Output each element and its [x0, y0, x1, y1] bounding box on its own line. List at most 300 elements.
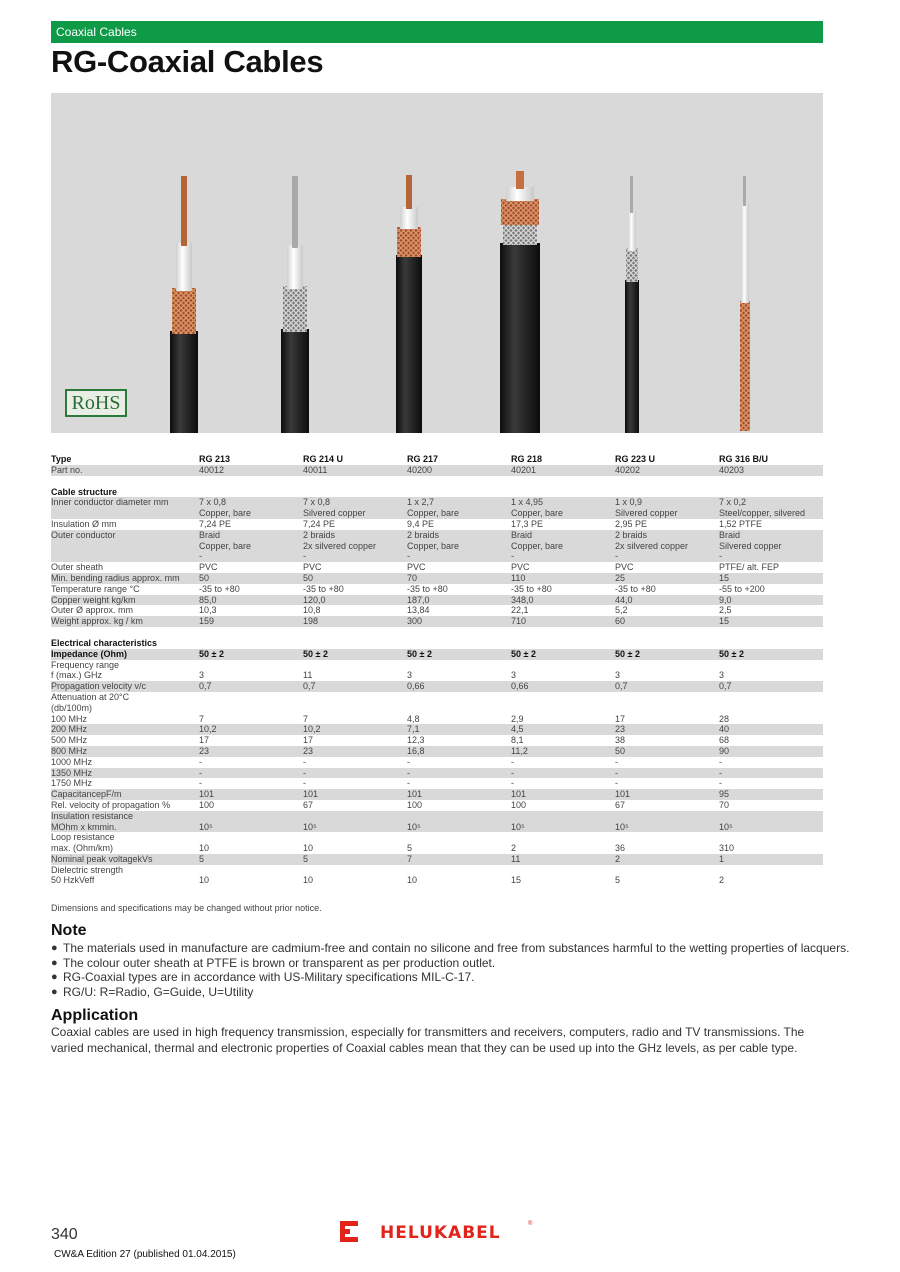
- spec-cell: 67: [303, 799, 314, 810]
- spec-cell: 5,2: [615, 605, 628, 616]
- spec-cell: [719, 703, 823, 714]
- spec-cell: -35 to +80: [511, 583, 552, 594]
- spec-cell: 100: [511, 799, 527, 810]
- page-number: 340: [51, 1226, 78, 1243]
- spec-cell: 710: [511, 616, 615, 627]
- spec-row: [51, 681, 823, 692]
- spec-cell: Silvered copper: [719, 541, 823, 552]
- spec-cell: 12,3: [407, 735, 425, 746]
- spec-cell: 120,0: [303, 595, 407, 606]
- spec-cell: 17,3 PE: [511, 518, 544, 529]
- spec-cell: -: [615, 778, 618, 789]
- spec-cell: [719, 692, 823, 703]
- spec-cell: PVC: [615, 562, 634, 573]
- spec-row-label: Outer conductor: [51, 530, 199, 541]
- spec-cell: Braid: [199, 530, 303, 541]
- spec-cell: [303, 865, 407, 876]
- spec-cell: [511, 692, 615, 703]
- spec-row-label: 1350 MHz: [51, 768, 199, 779]
- spec-row: [51, 735, 823, 746]
- spec-row: [51, 519, 823, 530]
- spec-cell: 50: [303, 573, 407, 584]
- spec-cell: [199, 692, 303, 703]
- spec-cell: PVC: [407, 562, 426, 573]
- spec-cell: 40203: [719, 465, 823, 476]
- spec-row: [51, 670, 823, 681]
- spec-cell: -: [407, 778, 410, 789]
- spec-cell: [303, 703, 407, 714]
- spec-cell: 348,0: [511, 595, 615, 606]
- application-heading: Application: [51, 1007, 139, 1024]
- spec-cell: 100: [407, 799, 423, 810]
- spec-cell: 10: [303, 875, 314, 886]
- spec-cell: PVC: [511, 562, 530, 573]
- spec-row-label: Min. bending radius approx. mm: [51, 573, 199, 584]
- spec-row: [51, 508, 823, 519]
- spec-row: [51, 875, 823, 886]
- spec-row: [51, 757, 823, 768]
- spec-cell: 1 x 4,95: [511, 497, 615, 508]
- spec-cell: [615, 703, 719, 714]
- spec-cell: RG 218: [511, 454, 543, 464]
- spec-cell: 25: [615, 573, 719, 584]
- spec-cell: 5: [407, 843, 413, 854]
- spec-row: [51, 789, 823, 800]
- footnote: Dimensions and specifications may be changed without prior notice.: [51, 903, 322, 913]
- bullet-icon: ●: [51, 956, 58, 969]
- spec-cell: Silvered copper: [303, 508, 407, 519]
- spec-cell: -35 to +80: [199, 583, 240, 594]
- spec-cell: 17: [199, 735, 210, 746]
- spec-cell: 10⁵: [303, 822, 407, 833]
- spec-cell: [199, 476, 303, 498]
- spec-cell: 50: [199, 573, 303, 584]
- spec-row: [51, 692, 823, 703]
- spec-row-label: [51, 551, 199, 562]
- spec-cell: 40012: [199, 465, 303, 476]
- spec-cell: 0,7: [199, 681, 303, 692]
- spec-cell: -: [407, 768, 511, 779]
- spec-row: [51, 530, 823, 541]
- bullet-icon: ●: [51, 971, 58, 984]
- spec-cell: [719, 476, 823, 498]
- page-title: RG-Coaxial Cables: [51, 44, 324, 79]
- spec-cell: 50 ± 2: [719, 649, 823, 660]
- spec-cell: [303, 692, 407, 703]
- spec-cell: [303, 627, 407, 649]
- spec-cell: 2x silvered copper: [303, 541, 407, 552]
- spec-row-label: 200 MHz: [51, 724, 199, 735]
- spec-row: [51, 497, 823, 508]
- spec-cell: 2: [615, 854, 719, 865]
- spec-cell: 2,5: [719, 605, 732, 616]
- spec-cell: [719, 811, 823, 822]
- cable-rg217: [396, 175, 422, 433]
- spec-cell: [719, 865, 823, 876]
- spec-cell: 2,95 PE: [615, 518, 648, 529]
- spec-cell: -35 to +80: [303, 583, 344, 594]
- spec-row: [51, 778, 823, 789]
- spec-cell: 2 braids: [407, 530, 511, 541]
- spec-row-label: Impedance (Ohm): [51, 649, 199, 660]
- spec-cell: 1 x 2,7: [407, 497, 511, 508]
- note-heading: Note: [51, 922, 87, 939]
- spec-cell: [511, 476, 615, 498]
- spec-cell: 0,66: [511, 681, 615, 692]
- spec-row: [51, 854, 823, 865]
- spec-cell: 50 ± 2: [407, 649, 511, 660]
- spec-row: [51, 595, 823, 606]
- spec-cell: 11,2: [511, 746, 615, 757]
- note-list: [51, 941, 850, 999]
- spec-cell: [615, 660, 719, 671]
- note-item: ● RG-Coaxial types are in accordance with US-Military specifications MIL-C-17.: [51, 970, 475, 985]
- spec-cell: 310: [719, 843, 735, 854]
- spec-cell: [615, 865, 719, 876]
- spec-row-label: Cable structure: [51, 486, 118, 497]
- spec-cell: 10,3: [199, 605, 217, 616]
- spec-cell: 3: [199, 670, 205, 681]
- spec-row: [51, 627, 823, 649]
- spec-cell: 40201: [511, 465, 615, 476]
- spec-cell: 0,66: [407, 681, 511, 692]
- spec-cell: 2: [511, 843, 517, 854]
- spec-cell: [407, 865, 511, 876]
- spec-cell: -: [303, 756, 306, 767]
- spec-cell: 10⁵: [407, 822, 511, 833]
- spec-cell: 15: [511, 875, 522, 886]
- spec-cell: 10: [199, 875, 210, 886]
- spec-cell: 2x silvered copper: [615, 541, 719, 552]
- brand-name: HELUKABEL: [380, 1223, 501, 1243]
- spec-cell: 17: [303, 735, 314, 746]
- spec-cell: 7 x 0,8: [199, 497, 303, 508]
- spec-row-label: Insulation resistance: [51, 811, 199, 822]
- spec-cell: [511, 660, 615, 671]
- spec-row: [51, 822, 823, 833]
- cable-rg218: [500, 171, 540, 433]
- cable-rg213: [170, 176, 198, 433]
- spec-cell: [199, 832, 303, 843]
- spec-cell: 110: [511, 573, 615, 584]
- spec-row-label: Insulation Ø mm: [51, 518, 117, 529]
- spec-cell: 70: [407, 573, 511, 584]
- spec-cell: 40200: [407, 465, 511, 476]
- spec-cell: 300: [407, 616, 511, 627]
- spec-cell: -: [719, 756, 722, 767]
- spec-cell: -: [303, 778, 306, 789]
- spec-cell: 1: [719, 854, 823, 865]
- cable-photo: [51, 93, 823, 433]
- spec-cell: 9,0: [719, 595, 823, 606]
- spec-row-label: 50 HzkVeff: [51, 875, 95, 886]
- spec-cell: 3: [407, 670, 413, 681]
- spec-cell: [511, 627, 615, 649]
- logo-mark-icon: [340, 1221, 362, 1243]
- spec-row: [51, 562, 823, 573]
- spec-row-label: Loop resistance: [51, 832, 115, 843]
- spec-cell: Braid: [719, 530, 823, 541]
- spec-cell: -: [511, 778, 514, 789]
- spec-cell: 8,1: [511, 735, 524, 746]
- spec-cell: PTFE/ alt. FEP: [719, 562, 780, 573]
- spec-cell: -: [199, 778, 202, 789]
- spec-row: [51, 573, 823, 584]
- spec-cell: 50 ± 2: [303, 649, 407, 660]
- spec-cell: 10: [199, 843, 210, 854]
- spec-row: [51, 800, 823, 811]
- spec-row-label: 1000 MHz: [51, 756, 93, 767]
- spec-cell: 10⁵: [199, 822, 303, 833]
- spec-cell: 50: [615, 746, 719, 757]
- spec-cell: 159: [199, 616, 303, 627]
- spec-row: [51, 454, 823, 465]
- spec-cell: [407, 692, 511, 703]
- spec-cell: -55 to +200: [719, 583, 765, 594]
- spec-cell: 3: [719, 670, 725, 681]
- spec-cell: 7,24 PE: [303, 518, 336, 529]
- spec-cell: 2 braids: [303, 530, 407, 541]
- spec-cell: Braid: [511, 530, 615, 541]
- spec-row: [51, 584, 823, 595]
- spec-cell: -35 to +80: [615, 583, 656, 594]
- spec-cell: 95: [719, 789, 823, 800]
- spec-cell: 23: [199, 746, 303, 757]
- spec-cell: 5: [615, 875, 621, 886]
- spec-cell: 40: [719, 724, 823, 735]
- spec-cell: -: [615, 756, 618, 767]
- spec-row: [51, 541, 823, 552]
- spec-cell: 67: [615, 799, 626, 810]
- spec-row-label: Electrical characteristics: [51, 637, 158, 648]
- spec-cell: -: [303, 768, 407, 779]
- note-item: ● The materials used in manufacture are cadmium-free and contain no silicone and free from substances harmful to the wetting properties of lacquers.: [51, 941, 850, 955]
- spec-cell: 7 x 0,8: [303, 497, 407, 508]
- spec-cell: PVC: [199, 562, 218, 573]
- spec-cell: 3: [511, 670, 517, 681]
- spec-cell: 28: [719, 713, 730, 724]
- spec-row-label: Attenuation at 20°C: [51, 691, 130, 702]
- spec-cell: -: [407, 551, 511, 562]
- spec-cell: [511, 832, 615, 843]
- cable-rg316: [740, 176, 750, 431]
- spec-cell: [615, 811, 719, 822]
- spec-cell: Silvered copper: [615, 508, 719, 519]
- section-header-bar: [51, 21, 823, 43]
- spec-cell: 7,1: [407, 724, 511, 735]
- spec-cell: PVC: [303, 562, 322, 573]
- spec-cell: 3: [615, 670, 621, 681]
- spec-cell: RG 217: [407, 454, 439, 464]
- spec-cell: 0,7: [615, 681, 719, 692]
- spec-row-label: 800 MHz: [51, 746, 199, 757]
- spec-cell: 10⁵: [511, 822, 615, 833]
- spec-cell: 22,1: [511, 605, 529, 616]
- spec-cell: Copper, bare: [407, 508, 511, 519]
- spec-cell: 68: [719, 735, 730, 746]
- spec-cell: -: [199, 756, 202, 767]
- spec-cell: 70: [719, 799, 730, 810]
- spec-cell: 23: [615, 724, 719, 735]
- spec-row-label: 500 MHz: [51, 735, 88, 746]
- spec-cell: [511, 865, 615, 876]
- note-item: ● RG/U: R=Radio, G=Guide, U=Utility: [51, 984, 254, 999]
- spec-cell: 85,0: [199, 595, 303, 606]
- spec-row-label: Rel. velocity of propagation %: [51, 799, 171, 810]
- spec-row: [51, 476, 823, 498]
- spec-cell: [199, 865, 303, 876]
- spec-cell: [407, 476, 511, 498]
- spec-cell: 4,5: [511, 724, 615, 735]
- spec-cell: 7,24 PE: [199, 518, 232, 529]
- spec-row: [51, 714, 823, 725]
- spec-row-label: [51, 541, 199, 552]
- spec-row: [51, 746, 823, 757]
- spec-cell: [303, 832, 407, 843]
- spec-cell: [511, 703, 615, 714]
- spec-cell: 101: [303, 789, 407, 800]
- spec-cell: 5: [199, 854, 303, 865]
- spec-cell: -: [303, 551, 407, 562]
- spec-cell: -: [719, 768, 823, 779]
- spec-cell: 15: [719, 573, 823, 584]
- spec-cell: Copper, bare: [199, 541, 303, 552]
- spec-cell: [511, 811, 615, 822]
- spec-cell: -: [615, 768, 719, 779]
- spec-cell: 40011: [303, 465, 407, 476]
- spec-cell: [407, 832, 511, 843]
- spec-row-label: max. (Ohm/km): [51, 843, 113, 854]
- note-item: ● The colour outer sheath at PTFE is brown or transparent as per production outlet.: [51, 955, 496, 970]
- spec-cell: 10,2: [303, 724, 407, 735]
- edition-info: CW&A Edition 27 (published 01.04.2015): [54, 1249, 236, 1260]
- section-label: Coaxial Cables: [56, 25, 137, 39]
- spec-cell: -: [615, 551, 719, 562]
- spec-row-label: MOhm x kmmin.: [51, 822, 199, 833]
- spec-cell: 10,8: [303, 605, 321, 616]
- spec-cell: RG 214 U: [303, 454, 344, 464]
- spec-cell: 187,0: [407, 595, 511, 606]
- spec-cell: 4,8: [407, 713, 420, 724]
- spec-row-label: Dielectric strength: [51, 864, 124, 875]
- spec-cell: RG 316 B/U: [719, 454, 769, 464]
- spec-row-label: Nominal peak voltagekVs: [51, 854, 199, 865]
- spec-row: [51, 768, 823, 779]
- spec-row-label: (db/100m): [51, 702, 93, 713]
- spec-row: [51, 724, 823, 735]
- spec-row-label: Part no.: [51, 465, 199, 476]
- spec-row-label: Inner conductor diameter mm: [51, 497, 199, 508]
- spec-cell: 15: [719, 616, 823, 627]
- spec-cell: [615, 832, 719, 843]
- application-text: Coaxial cables are used in high frequency transmission, especially for transmitters and receivers, computers, radio and TV transmissions. The varied mechanical, thermal and electronic properties of Coaxial cables mean that they can be used up into the GHz levels, as per cable type.: [51, 1025, 805, 1055]
- spec-cell: 0,7: [303, 681, 407, 692]
- spec-cell: -: [719, 778, 722, 789]
- spec-row: [51, 551, 823, 562]
- spec-cell: 13,84: [407, 605, 430, 616]
- spec-cell: 101: [615, 789, 719, 800]
- spec-cell: [407, 703, 511, 714]
- spec-row-label: f (max.) GHz: [51, 670, 102, 681]
- spec-cell: Copper, bare: [511, 541, 615, 552]
- spec-row-label: Propagation velocity v/c: [51, 681, 199, 692]
- spec-cell: 11: [303, 670, 313, 681]
- cable-rg223: [625, 176, 639, 433]
- spec-row: [51, 811, 823, 822]
- spec-cell: -: [511, 768, 615, 779]
- spec-row: [51, 649, 823, 660]
- spec-cell: 1,52 PTFE: [719, 518, 763, 529]
- spec-cell: 101: [511, 789, 615, 800]
- spec-cell: -: [719, 551, 823, 562]
- spec-cell: Copper, bare: [511, 508, 615, 519]
- spec-cell: 60: [615, 616, 719, 627]
- spec-cell: [719, 660, 823, 671]
- spec-cell: 2,9: [511, 713, 524, 724]
- spec-cell: [199, 660, 303, 671]
- spec-cell: 101: [199, 789, 303, 800]
- spec-cell: 7: [407, 854, 511, 865]
- spec-cell: 90: [719, 746, 823, 757]
- spec-cell: [719, 627, 823, 649]
- spec-cell: [615, 692, 719, 703]
- spec-cell: RG 213: [199, 454, 231, 464]
- spec-cell: [615, 476, 719, 498]
- spec-cell: 50 ± 2: [199, 649, 303, 660]
- spec-cell: -: [199, 551, 303, 562]
- spec-cell: 23: [303, 746, 407, 757]
- cable-rg214: [281, 176, 309, 433]
- spec-cell: 9,4 PE: [407, 518, 435, 529]
- spec-cell: 101: [407, 789, 511, 800]
- spec-cell: 10: [407, 875, 418, 886]
- spec-row-label: Outer Ø approx. mm: [51, 605, 134, 616]
- spec-cell: 11: [511, 854, 615, 865]
- spec-cell: 7: [303, 713, 309, 724]
- spec-cell: -: [511, 551, 615, 562]
- spec-cell: [407, 627, 511, 649]
- spec-cell: [303, 476, 407, 498]
- spec-row: [51, 703, 823, 714]
- bullet-icon: ●: [51, 942, 58, 954]
- spec-row-label: [51, 508, 199, 519]
- spec-cell: 50 ± 2: [615, 649, 719, 660]
- spec-cell: 7: [199, 713, 205, 724]
- spec-cell: 17: [615, 713, 626, 724]
- cable-photo-illustration: [51, 93, 823, 433]
- spec-cell: [303, 660, 407, 671]
- helukabel-logo: [340, 1221, 540, 1245]
- spec-row: [51, 865, 823, 876]
- spec-cell: -: [511, 756, 514, 767]
- spec-cell: 44,0: [615, 595, 719, 606]
- spec-cell: [199, 811, 303, 822]
- spec-cell: RG 223 U: [615, 454, 656, 464]
- spec-row: [51, 605, 823, 616]
- spec-cell: 50 ± 2: [511, 649, 615, 660]
- spec-cell: -: [407, 756, 410, 767]
- spec-cell: 198: [303, 616, 407, 627]
- spec-cell: Copper, bare: [199, 508, 303, 519]
- spec-row-label: Outer sheath: [51, 562, 104, 573]
- spec-cell: 7 x 0,2: [719, 497, 823, 508]
- spec-cell: [719, 832, 823, 843]
- spec-row-label: 100 MHz: [51, 713, 88, 724]
- spec-row-label: Copper weight kg/km: [51, 595, 199, 606]
- registered-mark: ®: [528, 1221, 533, 1227]
- spec-row-label: 1750 MHz: [51, 778, 93, 789]
- spec-cell: 10: [303, 843, 314, 854]
